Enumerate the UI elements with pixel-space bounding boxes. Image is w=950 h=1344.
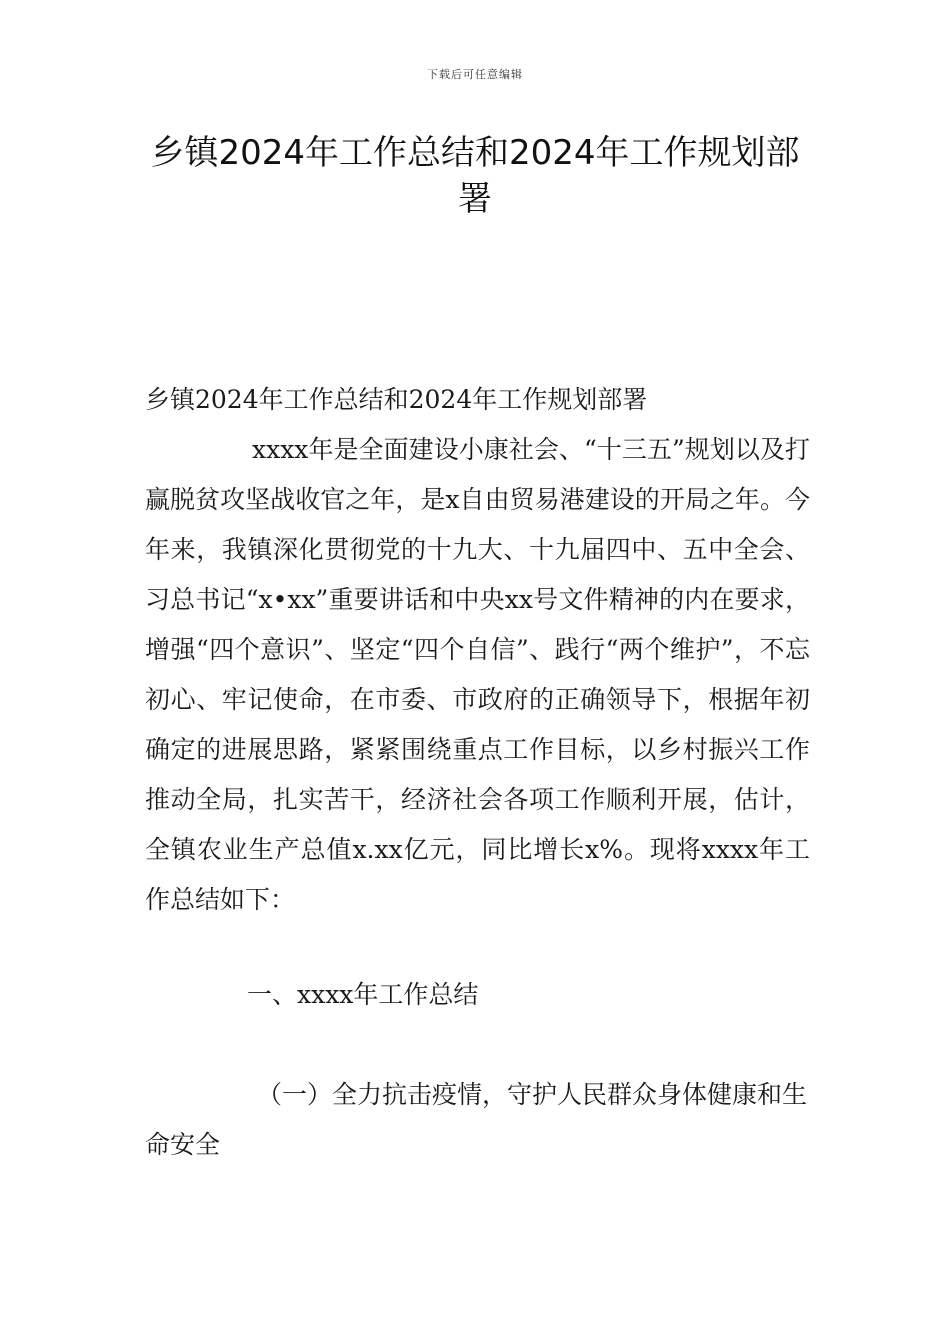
document-title: 乡镇2024年工作总结和2024年工作规划部署 [150,133,800,219]
intro-paragraph: xxxx年是全面建设小康社会、“十三五”规划以及打赢脱贫攻坚战收官之年，是x自由贸易港建设的开局之年。今年来，我镇深化贯彻党的十九大、十九届四中、五中全会、习总书记“x•xx”重要讲话和中央xx号文件精神的内在要求，增强“四个意识”、坚定“四个自信”、践行“两个维护”，不忘初心、牢记使命，在市委、市政府的正确领导下，根据年初确定的进展思路，紧紧围绕重点工作目标，以乡村振兴工作推动全局，扎实苦干，经济社会各项工作顺利开展，估计，全镇农业生产总值x.xx亿元，同比增长x%。现将xxxx年工作总结如下： [145,435,810,914]
section-heading: 一、xxxx年工作总结 [247,980,479,1009]
subsection-heading: （一）全力抗击疫情，守护人民群众身体健康和生命安全 [145,1080,808,1159]
document-subtitle: 乡镇2024年工作总结和2024年工作规划部署 [145,385,648,414]
header-note: 下载后可任意编辑 [427,68,523,81]
